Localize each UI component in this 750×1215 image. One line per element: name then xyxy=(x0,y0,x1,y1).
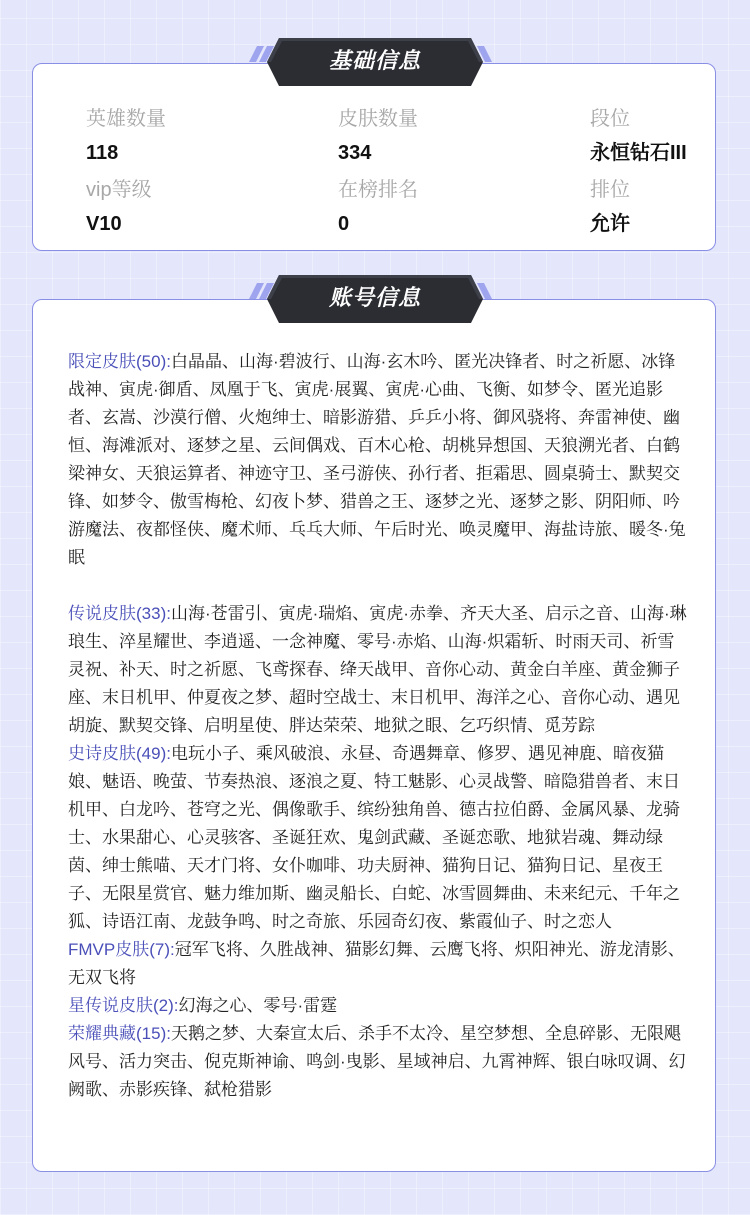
stat-label: 英雄数量 xyxy=(86,108,166,130)
stat-leaderboard-rank xyxy=(338,178,418,236)
stat-value: 334 xyxy=(338,142,372,164)
skin-category-items: 电玩小子、乘风破浪、永昼、奇遇舞章、修罗、遇见神鹿、暗夜猫娘、魅语、晚萤、节奏热浪、逐浪之夏、特工魅影、心灵战警、暗隐猎兽者、末日机甲、白龙吟、苍穹之光、偶像歌手、缤纷独角兽、德古拉伯爵、金属风暴、龙骑士、水果甜心、心灵骇客、圣诞狂欢、鬼剑武藏、圣诞恋歌、地狱岩魂、舞动绿茵、绅士熊喵、天才门将、女仆咖啡、功夫厨神、猫狗日记、猫狗日记、星夜王子、无限星赏官、魅力维加斯、幽灵船长、白蛇、冰雪圆舞曲、未来纪元、千年之狐、诗语江南、龙鼓争鸣、时之奇旅、乐园奇幻夜、紫霞仙子、时之恋人 xyxy=(68,744,680,931)
skin-category-label: 史诗皮肤(49): xyxy=(68,744,171,763)
skin-category-label: FMVP皮肤(7): xyxy=(68,940,175,959)
skin-category-label: 荣耀典藏(15): xyxy=(68,1024,171,1043)
stat-label: vip等级 xyxy=(86,179,152,201)
skin-category-items: 幻海之心、零号·雷霆 xyxy=(178,996,338,1015)
stat-value: 允许 xyxy=(590,213,630,235)
group-spacer xyxy=(68,572,690,600)
stat-hero-count xyxy=(86,107,166,165)
stat-vip-level xyxy=(86,178,152,236)
stat-label: 在榜排名 xyxy=(338,179,418,201)
section-banner-basic-info xyxy=(245,38,505,86)
stat-ranked-allowed xyxy=(590,178,630,236)
skin-category-label: 限定皮肤(50): xyxy=(68,352,171,371)
stat-skin-count xyxy=(338,107,418,165)
skin-group-limited xyxy=(68,348,690,572)
stat-rank-tier xyxy=(590,107,687,165)
stat-label: 排位 xyxy=(590,179,630,201)
skin-category-items: 山海·苍雷引、寅虎·瑞焰、寅虎·赤拳、齐天大圣、启示之音、山海·琳琅生、淬星耀世、李逍遥、一念神魔、零号·赤焰、山海·炽霜斩、时雨天司、祈雪灵祝、补天、时之祈愿、飞鸢探春、绛天战甲、音你心动、黄金白羊座、黄金狮子座、末日机甲、仲夏夜之梦、超时空战士、末日机甲、海洋之心、音你心动、遇见胡旋、默契交锋、启明星使、胖达荣荣、地狱之眼、乞巧织情、觅芳踪 xyxy=(68,604,687,735)
stat-label: 段位 xyxy=(590,108,630,130)
skin-group-star-legend xyxy=(68,992,690,1020)
stat-value: 永恒钻石III xyxy=(590,142,687,164)
skin-list xyxy=(68,348,690,1104)
skin-group-glory-collection xyxy=(68,1020,690,1104)
account-info-card xyxy=(32,299,716,1172)
skin-group-fmvp xyxy=(68,936,690,992)
section-title: 账号信息 xyxy=(328,285,421,310)
skin-category-items: 白晶晶、山海·碧波行、山海·玄木吟、匿光决锋者、时之祈愿、冰锋战神、寅虎·御盾、凤凰于飞、寅虎·展翼、寅虎·心曲、飞衡、如梦令、匿光追影者、玄嵩、沙漠行僧、火炮绅士、暗影游猎、乒乒小将、御风骁将、奔雷神使、幽恒、海滩派对、逐梦之星、云间偶戏、百木心枪、胡桃异想国、天狼溯光者、白鹤梁神女、天狼运算者、神迹守卫、圣弓游侠、孙行者、拒霜思、圆桌骑士、默契交锋、如梦令、傲雪梅枪、幻夜卜梦、猎兽之王、逐梦之光、逐梦之影、阴阳师、吟游魔法、夜都怪侠、魔术师、乓乓大师、午后时光、唤灵魔甲、海盐诗旅、暖冬·兔眠 xyxy=(68,352,686,567)
stat-label: 皮肤数量 xyxy=(338,108,418,130)
section-title: 基础信息 xyxy=(328,48,421,73)
skin-category-items: 冠军飞将、久胜战神、猫影幻舞、云鹰飞将、炽阳神光、游龙清影、无双飞将 xyxy=(68,940,685,987)
skin-category-label: 星传说皮肤(2): xyxy=(68,996,179,1015)
stat-value: 0 xyxy=(338,213,350,235)
skin-group-legend xyxy=(68,600,690,740)
basic-info-card xyxy=(32,63,716,251)
skin-category-items: 天鹅之梦、大秦宣太后、杀手不太冷、星空梦想、全息碎影、无限飓风号、活力突击、倪克斯神谕、鸣剑·曳影、星域神启、九霄神辉、银白咏叹调、幻阙歌、赤影疾锋、弑枪猎影 xyxy=(68,1024,686,1099)
skin-category-label: 传说皮肤(33): xyxy=(68,604,171,623)
stat-value: 118 xyxy=(86,142,119,164)
section-banner-account-info xyxy=(245,275,505,323)
stat-value: V10 xyxy=(86,213,122,235)
skin-group-epic xyxy=(68,740,690,936)
